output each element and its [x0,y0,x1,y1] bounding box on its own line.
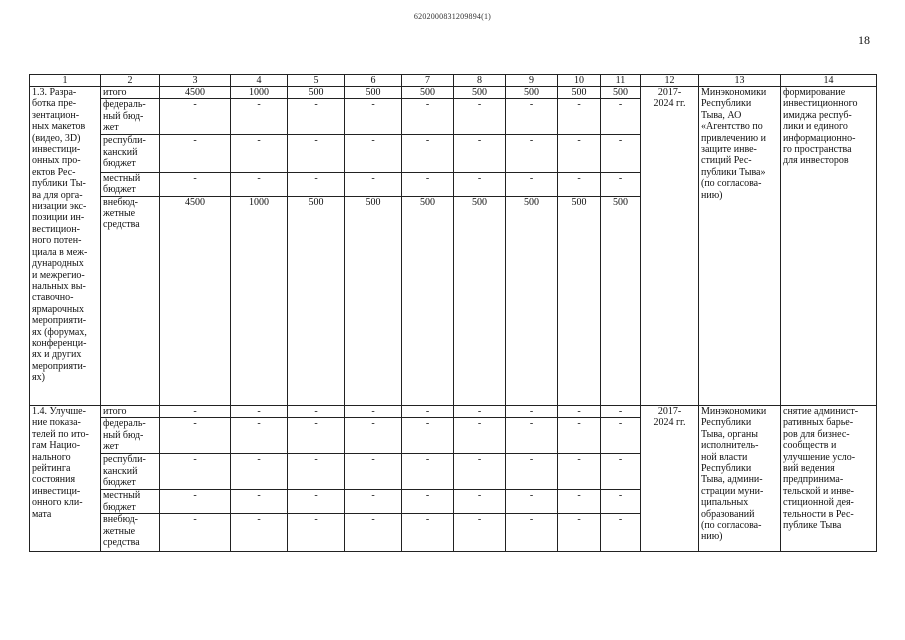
value-cell: - [601,135,641,172]
column-number: 5 [288,75,345,87]
value-cell: - [601,514,641,552]
value-cell: - [288,514,345,552]
result-cell: формирование инвестиционного имиджа респуб- лики и единого информационно- го пространства для инвесторов [781,87,877,406]
funding-source: внебюд- жетные средства [101,196,160,405]
period-cell: 2017- 2024 гг. [641,87,699,406]
value-cell: - [506,135,558,172]
value-cell: 500 [345,196,402,405]
table-row [30,406,877,418]
value-cell: 500 [402,196,454,405]
value-cell: - [288,172,345,196]
column-number: 8 [454,75,506,87]
funding-source: федераль- ный бюд- жет [101,418,160,454]
value-cell: - [288,99,345,135]
table-body [30,75,877,552]
executor-cell: Минэкономики Республики Тыва, АО «Агентство по привлечению и защите инве- стиций Рес- публики Тыва» (по согласова- нию) [699,87,781,406]
value-cell: - [601,490,641,514]
column-number: 1 [30,75,101,87]
value-cell: - [402,490,454,514]
result-cell: снятие админист- ративных барье- ров для бизнес- сообществ и улучшение усло- вий ведения предпринима- тельской и инве- стиционной дея- тельности в Рес- публике Тыва [781,406,877,552]
value-cell: - [231,418,288,454]
column-number: 11 [601,75,641,87]
value-cell: 500 [506,87,558,99]
value-cell: 4500 [160,196,231,405]
value-cell: - [288,490,345,514]
value-cell: - [231,454,288,490]
program-table [29,74,877,552]
column-number-row [30,75,877,87]
column-number: 6 [345,75,402,87]
value-cell: 500 [288,196,345,405]
value-cell: - [506,406,558,418]
measure-title: 1.4. Улучше- ние показа- телей по ито- гам Нацио- нального рейтинга состояния инвестици- онного кли- мата [30,406,101,552]
funding-source: итого [101,406,160,418]
value-cell: - [506,490,558,514]
value-cell: - [345,406,402,418]
funding-source: внебюд- жетные средства [101,514,160,552]
value-cell: - [454,490,506,514]
value-cell: 500 [454,196,506,405]
value-cell: - [454,418,506,454]
value-cell: 1000 [231,196,288,405]
value-cell: - [558,99,601,135]
funding-source: местный бюджет [101,490,160,514]
value-cell: 500 [506,196,558,405]
value-cell: - [558,454,601,490]
value-cell: - [345,418,402,454]
value-cell: - [288,454,345,490]
period-cell: 2017- 2024 гг. [641,406,699,552]
value-cell: - [454,172,506,196]
column-number: 12 [641,75,699,87]
value-cell: - [601,99,641,135]
value-cell: - [345,490,402,514]
value-cell: - [454,454,506,490]
value-cell: - [506,99,558,135]
value-cell: 500 [558,196,601,405]
value-cell: 1000 [231,87,288,99]
value-cell: - [558,490,601,514]
value-cell: 500 [345,87,402,99]
value-cell: - [231,172,288,196]
value-cell: - [454,514,506,552]
value-cell: 500 [454,87,506,99]
measure-title: 1.3. Разра- ботка пре- зентацион- ных макетов (видео, 3D) инвестици- онных про- ектов Рес- публики Ты- ва для орга- низации экс- позиции ин- вестицион- ного потен- циала в меж- дународных и межрегио- нальных вы- ставочно- ярмарочных мероприяти- ях (форумах, конференци- ях и других мероприяти- ях) [30,87,101,406]
value-cell: - [288,406,345,418]
column-number: 3 [160,75,231,87]
value-cell: - [601,418,641,454]
value-cell: - [558,406,601,418]
value-cell: - [345,172,402,196]
funding-source: местный бюджет [101,172,160,196]
funding-source: федераль- ный бюд- жет [101,99,160,135]
value-cell: - [402,135,454,172]
value-cell: - [558,135,601,172]
column-number: 10 [558,75,601,87]
value-cell: - [160,172,231,196]
value-cell: - [231,99,288,135]
value-cell: - [231,490,288,514]
value-cell: - [506,418,558,454]
value-cell: - [506,454,558,490]
funding-source: итого [101,87,160,99]
value-cell: - [454,99,506,135]
value-cell: - [402,406,454,418]
value-cell: - [288,418,345,454]
value-cell: - [160,418,231,454]
column-number: 13 [699,75,781,87]
value-cell: - [601,406,641,418]
value-cell: 500 [558,87,601,99]
value-cell: - [402,514,454,552]
value-cell: - [558,418,601,454]
value-cell: - [160,135,231,172]
value-cell: - [345,99,402,135]
value-cell: - [454,406,506,418]
value-cell: - [558,172,601,196]
value-cell: 500 [601,87,641,99]
value-cell: - [288,135,345,172]
value-cell: - [160,454,231,490]
value-cell: - [160,406,231,418]
value-cell: - [506,514,558,552]
executor-cell: Минэкономики Республики Тыва, органы исполнитель- ной власти Республики Тыва, админи- страции муни- ципальных образований (по согласова- нию) [699,406,781,552]
value-cell: - [454,135,506,172]
value-cell: - [558,514,601,552]
value-cell: - [601,454,641,490]
value-cell: 500 [402,87,454,99]
value-cell: - [402,172,454,196]
funding-source: республи- канский бюджет [101,135,160,172]
value-cell: - [345,514,402,552]
table-row [30,87,877,99]
value-cell: - [160,514,231,552]
value-cell: - [402,454,454,490]
value-cell: 500 [601,196,641,405]
value-cell: 500 [288,87,345,99]
document-code: 6202000831209894(1) [413,12,492,21]
value-cell: - [345,454,402,490]
column-number: 9 [506,75,558,87]
value-cell: - [231,135,288,172]
column-number: 7 [402,75,454,87]
column-number: 14 [781,75,877,87]
value-cell: - [402,99,454,135]
value-cell: - [402,418,454,454]
value-cell: - [345,135,402,172]
value-cell: - [601,172,641,196]
value-cell: - [231,406,288,418]
value-cell: - [506,172,558,196]
value-cell: - [160,490,231,514]
column-number: 2 [101,75,160,87]
value-cell: - [160,99,231,135]
value-cell: - [231,514,288,552]
funding-source: республи- канский бюджет [101,454,160,490]
value-cell: 4500 [160,87,231,99]
page-number: 18 [858,33,870,47]
column-number: 4 [231,75,288,87]
